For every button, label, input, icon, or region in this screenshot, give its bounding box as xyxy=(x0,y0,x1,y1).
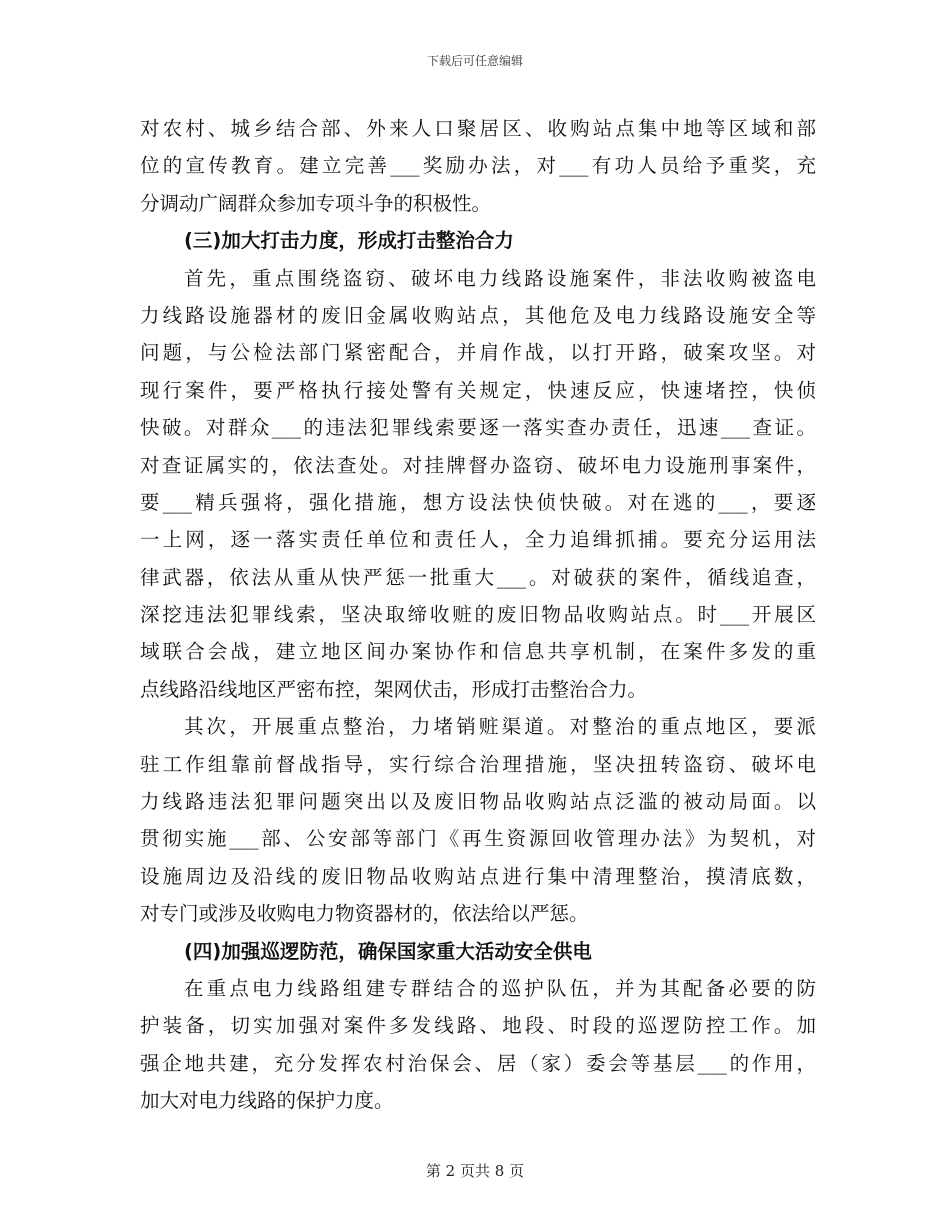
text-line: 律武器，依法从重从快严惩一批重大___。对破获的案件，循线追查， xyxy=(140,565,816,589)
text-line: 分调动广阔群众参加专项斗争的积极性。 xyxy=(140,191,492,215)
text-line: 贯彻实施___部、公安部等部门《再生资源回收管理办法》为契机，对 xyxy=(140,827,816,851)
text-line: 对专门或涉及收购电力物资器材的，依法给以严惩。 xyxy=(140,902,589,926)
page-footer: 第 2 页共 8 页 xyxy=(425,1162,525,1180)
text-line: 对查证属实的，依法查处。对挂牌督办盗窃、破坏电力设施刑事案件， xyxy=(140,453,816,477)
text-line: 对农村、城乡结合部、外来人口聚居区、收购站点集中地等区域和部 xyxy=(140,117,816,140)
paragraph xyxy=(140,260,816,709)
text-line: 设施周边及沿线的废旧物品收购站点进行集中清理整治，摸清底数， xyxy=(140,864,816,888)
text-line: 位的宣传教育。建立完善___奖励办法，对___有功人员给予重奖，充 xyxy=(140,154,816,178)
text-line: 要___精兵强将，强化措施，想方设法快侦快破。对在逃的___，要逐 xyxy=(140,490,816,514)
paragraph xyxy=(140,708,816,932)
section-heading: (四)加强巡逻防范，确保国家重大活动安全供电 xyxy=(184,939,592,963)
text-line: 驻工作组靠前督战指导，实行综合治理措施，坚决扭转盗窃、破坏电 xyxy=(140,752,816,776)
page-header: 下载后可任意编辑 xyxy=(426,54,523,68)
document-body xyxy=(140,110,816,1120)
text-line: 域联合会战，建立地区间办案协作和信息共享机制，在案件多发的重 xyxy=(140,640,816,664)
text-line: 护装备，切实加强对案件多发线路、地段、时段的巡逻防控工作。加 xyxy=(140,1014,816,1038)
section-heading: (三)加大打击力度，形成打击整治合力 xyxy=(184,229,514,253)
text-line: 首先，重点围绕盗窃、破坏电力线路设施案件，非法收购被盗电 xyxy=(184,266,816,290)
text-line: 力线路设施器材的废旧金属收购站点，其他危及电力线路设施安全等 xyxy=(140,303,816,327)
text-line: 快破。对群众___的违法犯罪线索要逐一落实查办责任，迅速___查证。 xyxy=(140,416,816,440)
text-line: 力线路违法犯罪问题突出以及废旧物品收购站点泛滥的被动局面。以 xyxy=(140,790,816,814)
text-line: 在重点电力线路组建专群结合的巡护队伍，并为其配备必要的防 xyxy=(184,976,816,1000)
text-line: 加大对电力线路的保护力度。 xyxy=(140,1089,394,1113)
text-line: 问题，与公检法部门紧密配合，并肩作战，以打开路，破案攻坚。对 xyxy=(140,341,816,365)
text-line: 其次，开展重点整治，力堵销赃渠道。对整治的重点地区，要派 xyxy=(184,715,816,739)
text-line: 现行案件，要严格执行接处警有关规定，快速反应，快速堵控，快侦 xyxy=(140,378,816,402)
paragraph xyxy=(140,970,816,1120)
text-line: 强企地共建，充分发挥农村治保会、居（家）委会等基层___的作用， xyxy=(140,1051,816,1075)
text-line: 点线路沿线地区严密布控，架网伏击，形成打击整治合力。 xyxy=(140,677,648,701)
text-line: 一上网，逐一落实责任单位和责任人，全力追缉抓捕。要充分运用法 xyxy=(140,528,816,552)
text-line: 深挖违法犯罪线索，坚决取缔收赃的废旧物品收购站点。时___开展区 xyxy=(140,603,816,627)
paragraph xyxy=(140,110,816,222)
